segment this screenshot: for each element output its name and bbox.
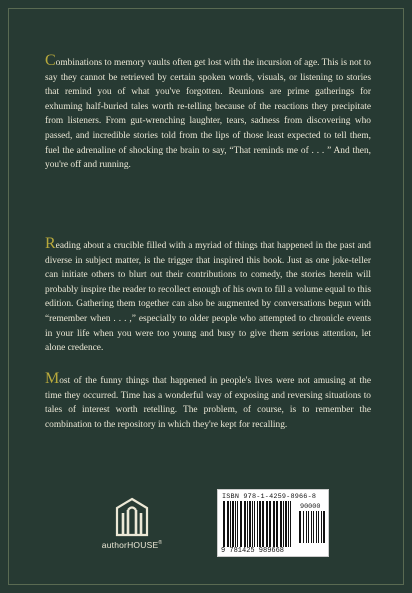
blurb-paragraph-1	[45, 52, 371, 173]
barcode-bar	[316, 511, 317, 543]
barcode-bar	[259, 501, 261, 547]
drop-cap: M	[45, 370, 60, 387]
addon-barcode-bars	[298, 511, 326, 543]
barcode-bar	[237, 501, 238, 547]
barcode-bar	[232, 501, 234, 547]
barcode-bar	[290, 501, 291, 547]
barcode-bar	[254, 501, 255, 547]
barcode-bar	[311, 511, 312, 543]
barcode-bar	[252, 501, 253, 547]
isbn-label: ISBN 978-1-4259-8966-8	[222, 493, 317, 501]
barcode-bar	[285, 501, 287, 547]
barcode-bar	[313, 511, 314, 543]
ean-digits: 9 781425 989668	[221, 547, 285, 555]
blurb-paragraph-2	[45, 235, 371, 356]
barcode-bar	[323, 511, 325, 543]
publisher-logo	[92, 497, 172, 557]
barcode-bar	[288, 501, 289, 547]
barcode-bar	[269, 501, 271, 547]
barcode-bar	[280, 501, 282, 547]
barcode-bar	[276, 501, 278, 547]
barcode-bar	[249, 501, 251, 547]
barcode-bar	[240, 501, 242, 547]
drop-cap: C	[45, 52, 56, 69]
price-code: 90000	[300, 503, 321, 511]
barcode-bar	[321, 511, 322, 543]
paragraph-text: eading about a crucible filled with a myriad of things that happened in the past and diverse in subject matter, is the trigger that inspired this book. Just as one joke-teller can initiate others to blurt out their contributions to comedy, the stories herein will probably inspire the reader to recollect enough of his own to fill a volume equal to this edition. Gathering them together can also be augmented by conversations begun with “remember when . . . ,” especially to older people who attempted to chronicle events in your life when you were too young and busy to give them serious attention, let alone credence.	[45, 241, 371, 354]
barcode-bar	[227, 501, 229, 547]
barcode-bar	[235, 501, 236, 547]
publisher-name: authorHOUSE®	[101, 540, 163, 550]
barcode-bar	[303, 511, 304, 543]
blurb-paragraph-3	[45, 370, 371, 432]
barcode-bar	[306, 511, 307, 543]
barcode-bar	[223, 501, 225, 547]
drop-cap: R	[45, 235, 56, 252]
barcode-bar	[244, 501, 246, 547]
barcode-bar	[266, 501, 268, 547]
ean-barcode-bars	[222, 501, 294, 547]
barcode-bar	[230, 501, 231, 547]
barcode-bar	[318, 511, 319, 543]
paragraph-text: ost of the funny things that happened in people's lives were not amusing at the time they occurred. Time has a wonderful way of exposing and reversing situations to tales of interest worth retelling. The problem, of course, is to remember the combination to the repository in which they're kept for recalling.	[45, 376, 371, 430]
barcode-bar	[247, 501, 248, 547]
barcode	[217, 489, 329, 557]
paragraph-text: ombinations to memory vaults often get lost with the incursion of age. This is not to say they cannot be retrieved by certain spoken words, visuals, or listening to stories that remind you of what you've forgotten. Reunions are prime gatherings for exhuming half-buried tales worth re-telling because of the reactions they precipitate from listeners. From gut-wrenching laughter, tears, sadness from discovering who passed, and incredible stories told from the lips of those least expected to tell them, fuel the adrenaline of shocking the brain to say, “That reminds me of . . . ” And then, you're off and running.	[45, 58, 371, 171]
barcode-bar	[299, 511, 301, 543]
barcode-bar	[308, 511, 309, 543]
authorhouse-logo-icon	[114, 497, 150, 537]
barcode-bar	[257, 501, 258, 547]
barcode-bar	[283, 501, 284, 547]
barcode-bar	[273, 501, 275, 547]
barcode-bar	[262, 501, 264, 547]
